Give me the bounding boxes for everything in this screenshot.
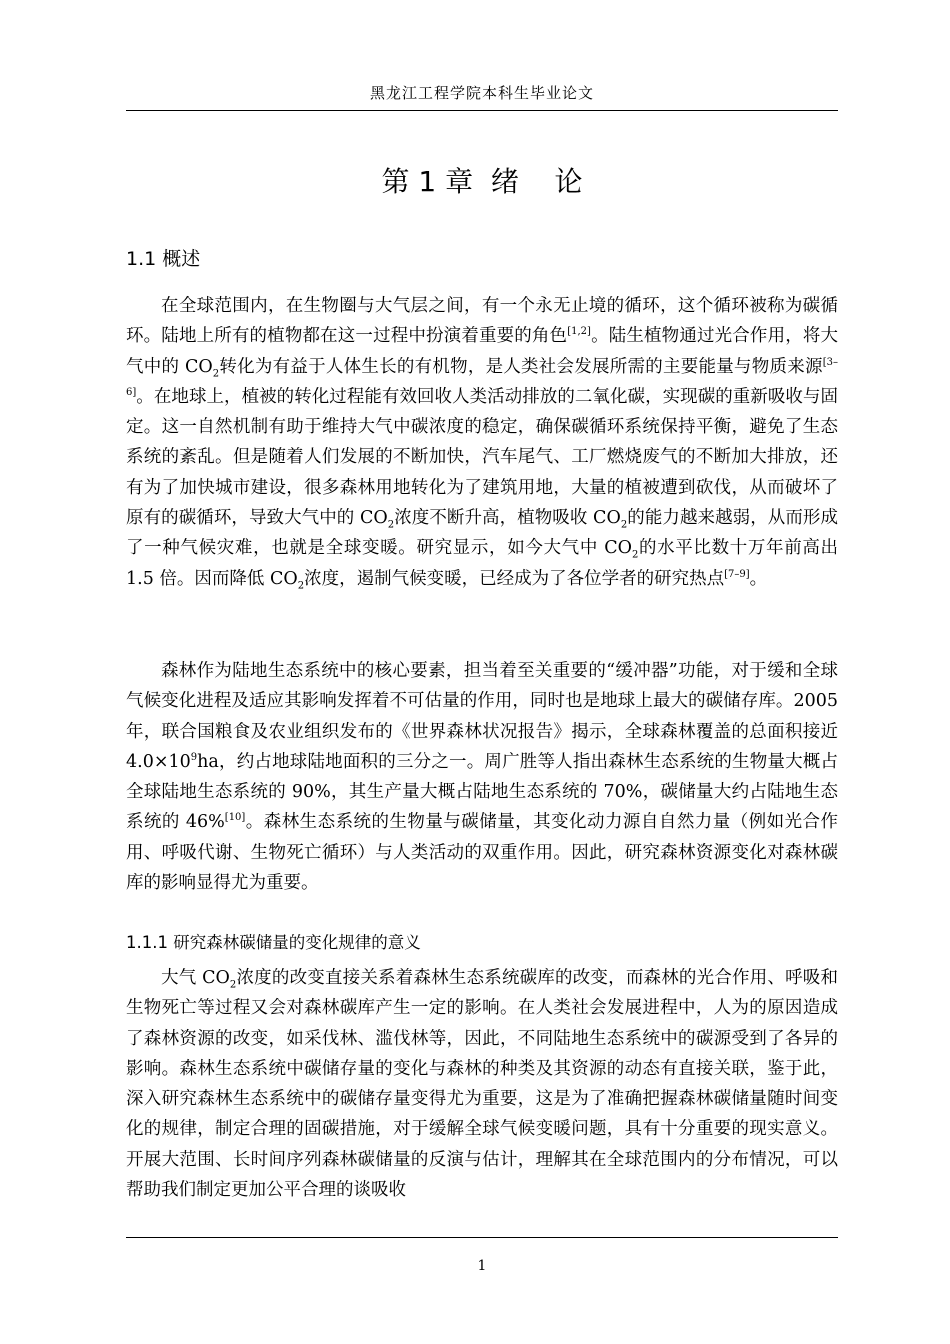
chapter-title: 第 1 章 绪 论 [381, 165, 583, 198]
section-heading: 1.1 概述 [126, 248, 201, 270]
header-divider [126, 110, 838, 111]
running-header: 黑龙江工程学院本科生毕业论文 [369, 84, 594, 102]
subsection-heading: 1.1.1 研究森林碳储量的变化规律的意义 [126, 933, 421, 952]
paragraph-1: 在全球范围内，在生物圈与大气层之间，有一个永无止境的循环，这个循环被称为碳循环。陆地上所有的植物都在这一过程中扮演着重要的角色[1,2]。陆生植物通过光合作用，将大气中的 $CO_2$转化为有益于人体生长的有机物，是人类社会发展所需的主要能量与物质来源[3–6]。在地球上，植被的转化过程能有效回收人类活动排放的二氧化碳，实现碳的重新吸收与固定。这一自然机制有助于维持大气中碳浓度的稳定，确保碳循环系统保持平衡，避免了生态系统的紊乱。但是随着人们发展的不断加快，汽车尾气、工厂燃烧废气的不断加大排放，还有为了加快城市建设，很多森林用地转化为了建筑用地，大量的植被遭到砍伐，从而破坏了原有的碳循环，导致大气中的 $CO_2$浓度不断升高，植物吸收 $CO_2$的能力越来越弱，从而形成了一种气候灾难，也就是全球变暖。研究显示，如今大气中 $CO_2$的水平比数十万年前高出 1.5 倍。因而降低 $CO_2$浓度，遏制气候变暖，已经成为了各位学者的研究热点[7–9]。 [126, 296, 839, 592]
citation: [1,2] [567, 326, 591, 338]
citation: [3–6] [126, 356, 838, 399]
footer-divider [126, 1237, 838, 1238]
citation: [7–9] [724, 568, 750, 580]
page-number: 1 [477, 1258, 487, 1274]
paragraph-3: 大气 $CO_2$浓度的改变直接关系着森林生态系统碳库的改变，而森林的光合作用、呼吸和生物死亡等过程又会对森林碳库产生一定的影响。在人类社会发展进程中，人为的原因造成了森林资源的改变，如采伐林、滥伐林等，因此，不同陆地生态系统中的碳源受到了各异的影响。森林生态系统中碳储存量的变化与森林的种类及其资源的动态有直接关联，鉴于此，深入研究森林生态系统中的碳储存量变得尤为重要，这是为了准确把握森林碳储量随时间变化的规律，制定合理的固碳措施，对于缓解全球气候变暖问题，具有十分重要的现实意义。开展大范围、长时间序列森林碳储量的反演与估计，理解其在全球范围内的分布情况，可以帮助我们制定更加公平合理的谈吸收 [126, 968, 838, 1201]
citation: [10] [224, 812, 246, 824]
paragraph-2: 森林作为陆地生态系统中的核心要素，担当着至关重要的“缓冲器”功能，对于缓和全球气候变化进程及适应其影响发挥着不可估量的作用，同时也是地球上最大的碳储存库。2005 年，联合国粮食及农业组织发布的《世界森林状况报告》揭示，全球森林覆盖的总面积接近 $4.0\times 10^9ha$，约占地球陆地面积的三分之一。周广胜等人指出森林生态系统的生物量大概占全球陆地生态系统的 90%，其生产量大概占陆地生态系统的 70%，碳储量大约占陆地生态系统的 46%[10]。森林生态系统的生物量与碳储量，其变化动力源自自然力量（例如光合作用、呼吸代谢、生物死亡循环）与人类活动的双重作用。因此，研究森林资源变化对森林碳库的影响显得尤为重要。 [126, 661, 838, 894]
